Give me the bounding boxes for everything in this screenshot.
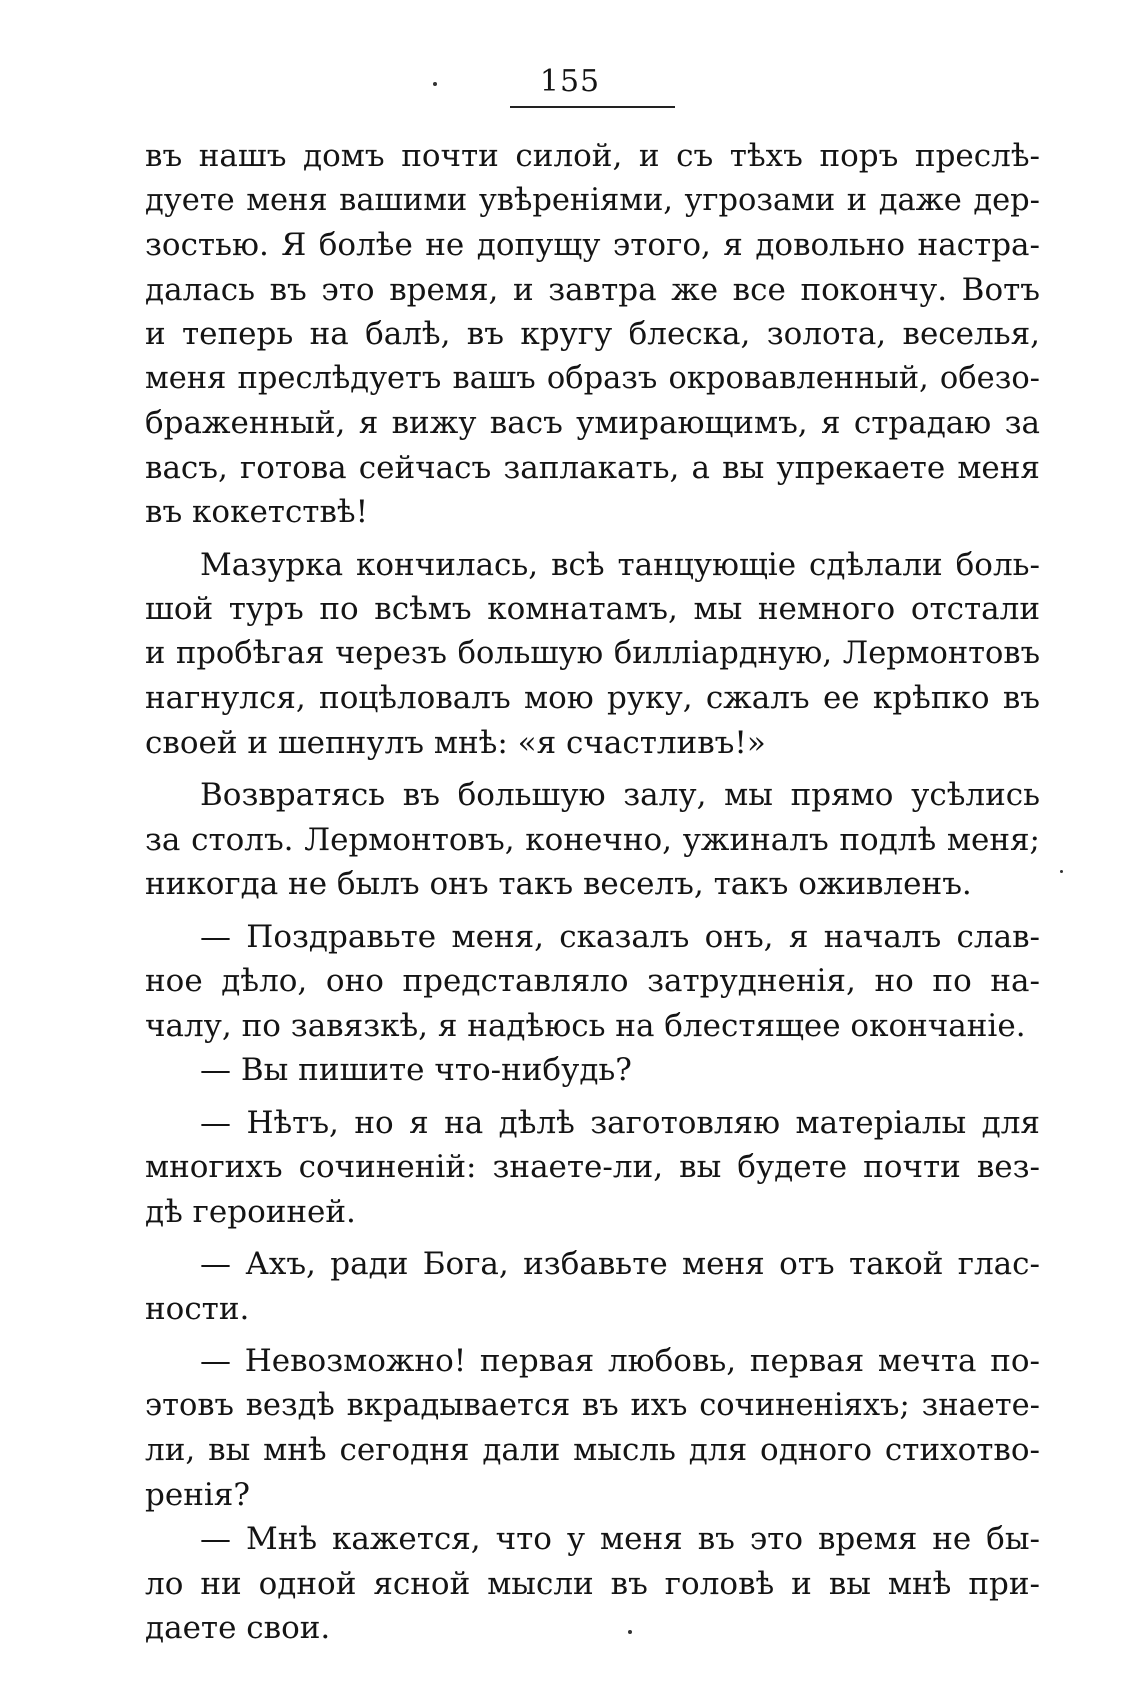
ink-speck bbox=[628, 1630, 632, 1634]
text-line: — Ахъ, ради Бога, избавьте меня отъ такой глас- bbox=[200, 1246, 1040, 1282]
text-line: — Вы пишите что-нибудь? bbox=[200, 1052, 632, 1088]
text-line: многихъ сочиненій: знаете-ли, вы будете почти вез- bbox=[145, 1149, 1040, 1185]
text-line: меня преслѣдуетъ вашъ образъ окровавленный, обезо- bbox=[145, 360, 1040, 396]
body-text bbox=[145, 134, 1040, 1651]
text-line: ренія? bbox=[145, 1476, 250, 1513]
text-line: ное дѣло, оно представляло затрудненія, но по на- bbox=[145, 963, 1040, 999]
text-line: браженный, я вижу васъ умирающимъ, я страдаю за bbox=[145, 405, 1040, 441]
ink-speck bbox=[1060, 870, 1063, 873]
text-line: далась въ это время, и завтра же все покончу. Вотъ bbox=[145, 271, 1040, 308]
text-line: этовъ вездѣ вкрадывается въ ихъ сочиненіяхъ; знаете- bbox=[145, 1387, 1040, 1423]
text-line: васъ, готова сейчасъ заплакать, а вы упрекаете меня bbox=[145, 449, 1040, 486]
text-line: — Невозможно! первая любовь, первая мечта по- bbox=[200, 1343, 1040, 1379]
text-line: Мазурка кончилась, всѣ танцующіе сдѣлали боль- bbox=[200, 546, 1040, 583]
text-line: никогда не былъ онъ такъ веселъ, такъ оживленъ. bbox=[145, 866, 972, 902]
text-line: и пробѣгая черезъ большую билліардную, Лермонтовъ bbox=[145, 635, 1040, 671]
text-line: нагнулся, поцѣловалъ мою руку, сжалъ ее крѣпко въ bbox=[145, 680, 1040, 716]
text-line: дуете меня вашими увѣреніями, угрозами и даже дер- bbox=[145, 182, 1040, 218]
text-line: чалу, по завязкѣ, я надѣюсь на блестящее окончаніе. bbox=[145, 1007, 1026, 1044]
text-line: ности. bbox=[145, 1290, 250, 1327]
text-line: ли, вы мнѣ сегодня дали мысль для одного стихотво- bbox=[145, 1432, 1040, 1468]
text-line: ло ни одной ясной мысли въ головѣ и вы мнѣ при- bbox=[145, 1565, 1040, 1602]
text-line: Возвратясь въ большую залу, мы прямо усѣлись bbox=[200, 777, 1040, 813]
page-number: 155 bbox=[539, 64, 601, 99]
text-line: дѣ героиней. bbox=[145, 1193, 356, 1230]
text-line: за столъ. Лермонтовъ, конечно, ужиналъ подлѣ меня; bbox=[145, 821, 1040, 858]
text-line: — Поздравьте меня, сказалъ онъ, я началъ слав- bbox=[200, 918, 1040, 955]
text-line: въ нашъ домъ почти силой, и съ тѣхъ поръ преслѣ- bbox=[145, 138, 1040, 174]
text-line: своей и шепнулъ мнѣ: «я счастливъ!» bbox=[145, 724, 766, 761]
text-line: — Мнѣ кажется, что у меня въ это время не бы- bbox=[200, 1521, 1040, 1557]
text-line: шой туръ по всѣмъ комнатамъ, мы немного отстали bbox=[145, 591, 1040, 627]
text-line: зостью. Я болѣе не допущу этого, я довольно настра- bbox=[145, 227, 1040, 263]
text-line: въ кокетствѣ! bbox=[145, 494, 369, 530]
ink-speck bbox=[433, 82, 437, 86]
text-line: и теперь на балѣ, въ кругу блеска, золота, веселья, bbox=[145, 316, 1040, 352]
text-line: даете свои. bbox=[145, 1610, 331, 1646]
page-number-rule bbox=[510, 106, 675, 108]
text-line: — Нѣтъ, но я на дѣлѣ заготовляю матеріалы для bbox=[200, 1104, 1040, 1141]
